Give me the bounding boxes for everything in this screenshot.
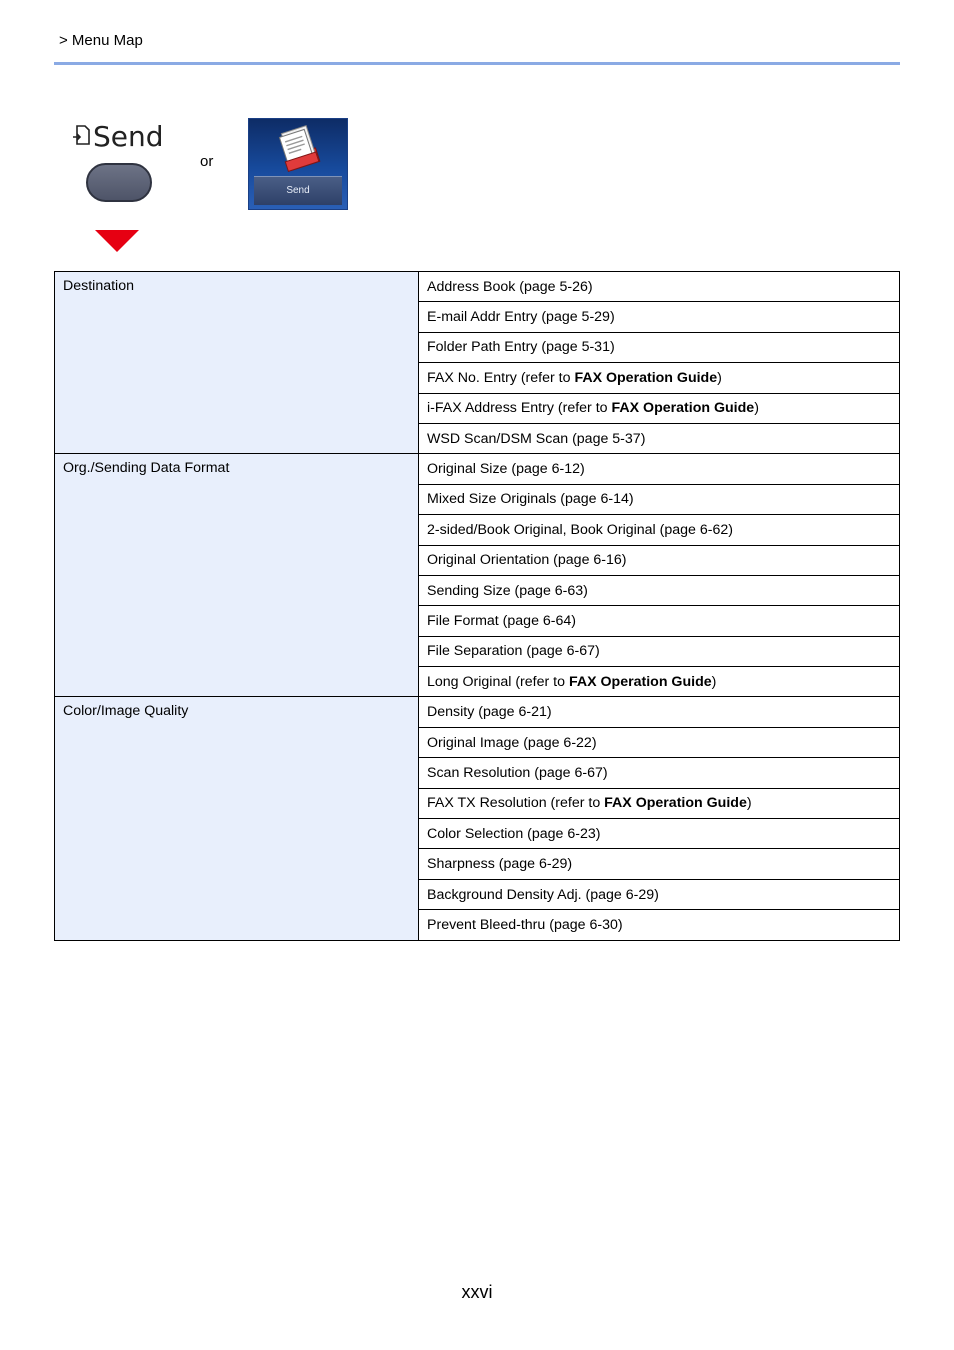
- guide-reference: FAX Operation Guide: [611, 400, 755, 417]
- menu-item-text: Sharpness (page 6-29): [427, 856, 573, 873]
- breadcrumb[interactable]: > Menu Map: [59, 32, 143, 49]
- menu-item-text: Folder Path Entry (page 5-31): [427, 339, 615, 356]
- menu-item[interactable]: [419, 879, 900, 909]
- menu-item[interactable]: [419, 819, 900, 849]
- send-key-text: Send: [93, 120, 164, 153]
- menu-item-text: Mixed Size Originals (page 6-14): [427, 491, 634, 508]
- category-label: Destination: [63, 278, 134, 294]
- table-row: [55, 697, 900, 727]
- category-label: Org./Sending Data Format: [63, 460, 230, 477]
- menu-item-text: ): [746, 795, 752, 812]
- menu-item[interactable]: [419, 332, 900, 362]
- menu-item-text: Background Density Adj. (page 6-29): [427, 886, 659, 903]
- guide-reference: FAX Operation Guide: [568, 673, 712, 690]
- menu-item[interactable]: [419, 545, 900, 575]
- menu-item-text: Original Orientation (page 6-16): [427, 552, 627, 569]
- menu-item-text: i-FAX Address Entry (refer to: [427, 400, 612, 417]
- menu-item-text: File Format (page 6-64): [427, 612, 577, 629]
- menu-item-text: ): [711, 673, 717, 690]
- guide-reference: FAX Operation Guide: [604, 795, 747, 812]
- menu-item[interactable]: [419, 758, 900, 788]
- menu-item-text: File Separation (page 6-67): [427, 643, 600, 660]
- send-hard-key[interactable]: [86, 163, 152, 202]
- menu-item-text: Prevent Bleed-thru (page 6-30): [427, 916, 623, 933]
- menu-item[interactable]: [419, 272, 900, 302]
- page-number: xxvi: [461, 1282, 493, 1302]
- menu-item-text: Color Selection (page 6-23): [427, 825, 601, 842]
- send-tile-label: Send: [254, 176, 342, 205]
- menu-item-text: FAX TX Resolution (refer to: [427, 795, 605, 812]
- menu-item-text: E-mail Addr Entry (page 5-29): [427, 309, 615, 326]
- category-cell: [55, 454, 419, 697]
- category-label: Color/Image Quality: [63, 703, 189, 720]
- menu-item[interactable]: [419, 636, 900, 666]
- menu-item-text: Original Size (page 6-12): [427, 461, 585, 478]
- menu-item[interactable]: [419, 423, 900, 453]
- send-menu-table: [54, 271, 900, 941]
- menu-item[interactable]: [419, 697, 900, 727]
- menu-item[interactable]: [419, 575, 900, 605]
- menu-item[interactable]: [419, 454, 900, 484]
- menu-item[interactable]: [419, 606, 900, 636]
- menu-item[interactable]: [419, 849, 900, 879]
- menu-item[interactable]: [419, 515, 900, 545]
- menu-item-text: Density (page 6-21): [427, 704, 552, 721]
- menu-item-text: Scan Resolution (page 6-67): [427, 764, 608, 781]
- menu-item[interactable]: [419, 910, 900, 940]
- or-label: or: [200, 153, 214, 170]
- menu-item[interactable]: [419, 667, 900, 697]
- menu-item-text: WSD Scan/DSM Scan (page 5-37): [427, 430, 646, 447]
- send-document-icon: [72, 124, 92, 151]
- menu-item[interactable]: [419, 727, 900, 757]
- menu-item-text: Original Image (page 6-22): [427, 734, 597, 751]
- guide-reference: FAX Operation Guide: [574, 369, 718, 386]
- menu-item[interactable]: [419, 484, 900, 514]
- header-divider: [54, 62, 900, 65]
- menu-item-text: FAX No. Entry (refer to: [427, 369, 575, 386]
- send-touch-tile[interactable]: [248, 118, 348, 210]
- menu-item[interactable]: [419, 788, 900, 818]
- menu-item-text: ): [754, 400, 759, 417]
- menu-item-text: Address Book (page 5-26): [427, 278, 593, 295]
- menu-item-text: 2-sided/Book Original, Book Original (page 6-62): [427, 521, 733, 538]
- menu-item-text: Long Original (refer to: [427, 673, 569, 690]
- down-arrow-icon: [95, 230, 139, 252]
- send-key-label: [72, 120, 164, 154]
- menu-item-text: ): [717, 369, 722, 386]
- table-row: [55, 272, 900, 302]
- menu-item-text: Sending Size (page 6-63): [427, 582, 588, 599]
- category-cell: [55, 697, 419, 940]
- table-row: [55, 454, 900, 484]
- menu-item[interactable]: [419, 302, 900, 332]
- menu-item[interactable]: [419, 363, 900, 393]
- category-cell: [55, 272, 419, 454]
- menu-item[interactable]: [419, 393, 900, 423]
- send-documents-icon: [271, 123, 327, 175]
